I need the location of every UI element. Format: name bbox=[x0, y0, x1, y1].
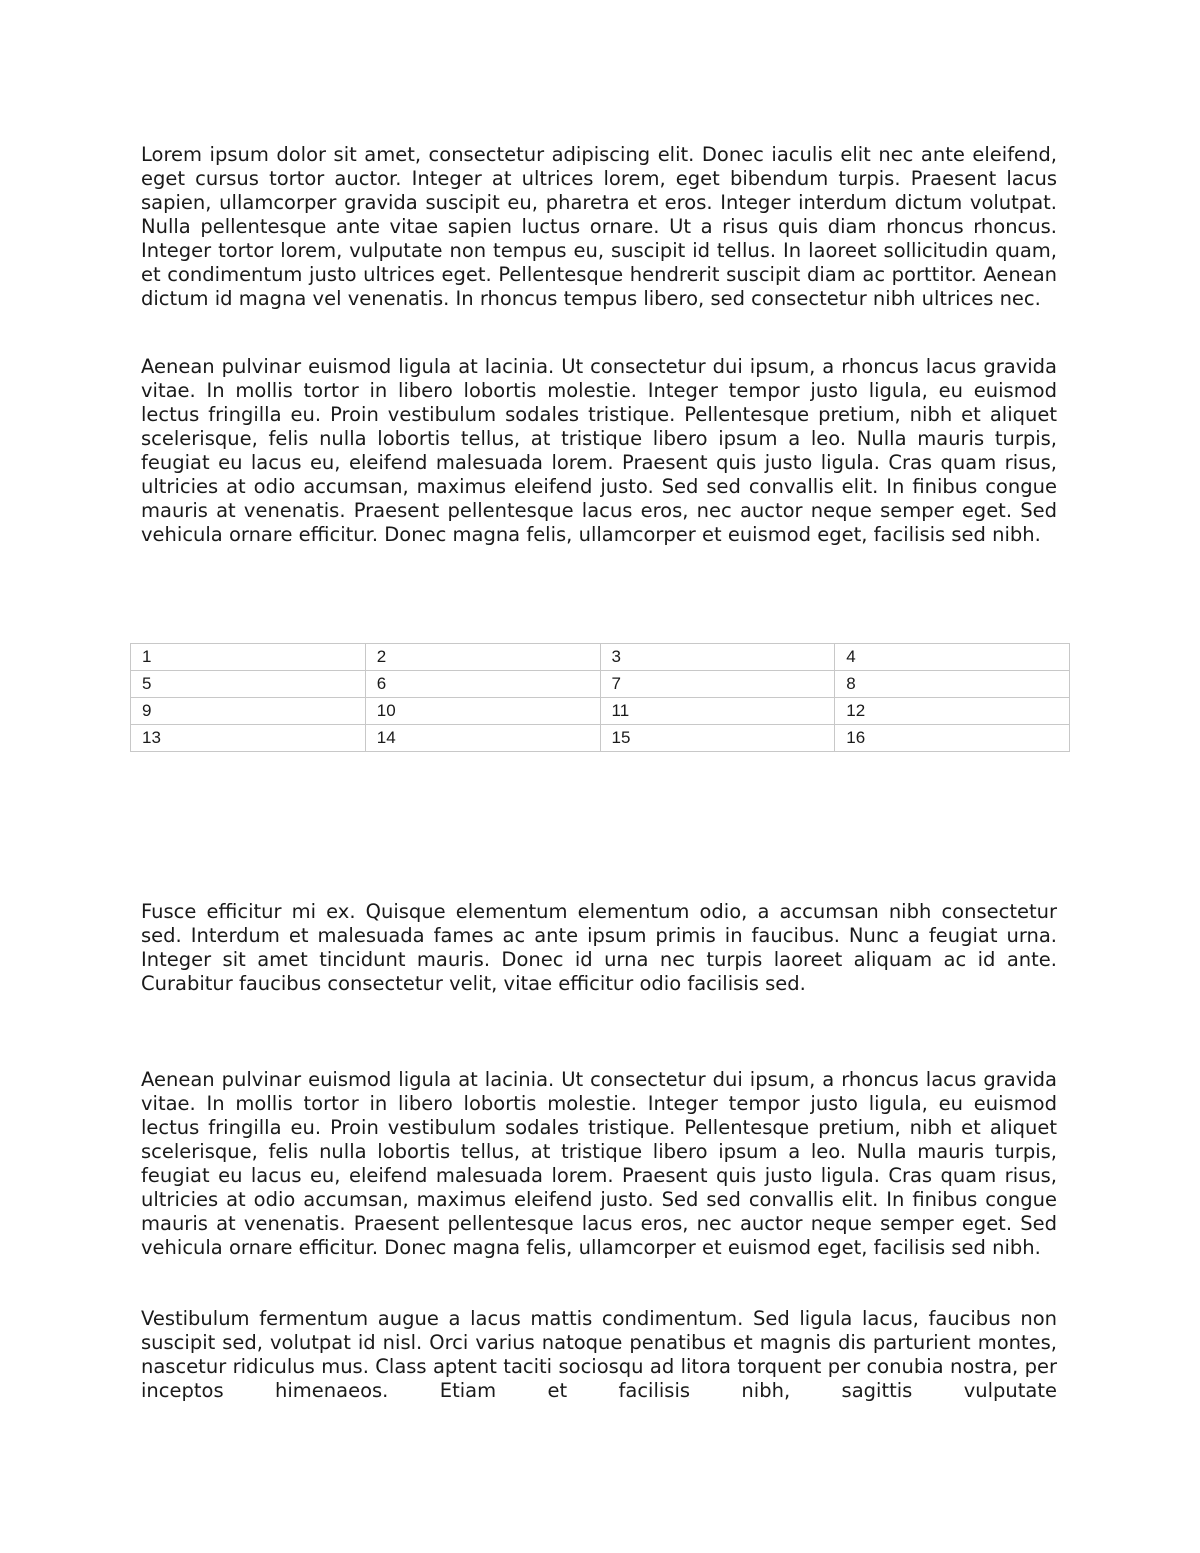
table-cell: 7 bbox=[600, 671, 835, 698]
table-row bbox=[131, 725, 1070, 752]
table-cell: 12 bbox=[835, 698, 1070, 725]
table-cell: 11 bbox=[600, 698, 835, 725]
paragraph-fusce-efficitur: Fusce efficitur mi ex. Quisque elementum elementum odio, a accumsan nibh consectetur sed. Interdum et malesuada fames ac ante ipsum primis in faucibus. Nunc a feugiat urna. Integer sit amet tincidunt mauris. Donec id urna nec turpis laoreet aliquam ac id ante. Curabitur faucibus consectetur velit, vitae efficitur odio facilisis sed. bbox=[141, 900, 1057, 995]
table-cell: 2 bbox=[365, 644, 600, 671]
table-cell: 9 bbox=[131, 698, 366, 725]
paragraph-aenean-pulvinar-repeat: Aenean pulvinar euismod ligula at lacinia. Ut consectetur dui ipsum, a rhoncus lacus gravida vitae. In mollis tortor in libero lobortis molestie. Integer tempor justo ligula, eu euismod lectus fringilla eu. Proin vestibulum sodales tristique. Pellentesque pretium, nibh et aliquet scelerisque, felis nulla lobortis tellus, at tristique libero ipsum a leo. Nulla mauris turpis, feugiat eu lacus eu, eleifend malesuada lorem. Praesent quis justo ligula. Cras quam risus, ultricies at odio accumsan, maximus eleifend justo. Sed sed convallis elit. In finibus congue mauris at venenatis. Praesent pellentesque lacus eros, nec auctor neque semper eget. Sed vehicula ornare efficitur. Donec magna felis, ullamcorper et euismod eget, facilisis sed nibh. bbox=[141, 1068, 1057, 1259]
table-cell: 10 bbox=[365, 698, 600, 725]
paragraph-lorem-ipsum: Lorem ipsum dolor sit amet, consectetur adipiscing elit. Donec iaculis elit nec ante eleifend, eget cursus tortor auctor. Integer at ultrices lorem, eget bibendum turpis. Praesent lacus sapien, ullamcorper gravida suscipit eu, pharetra et eros. Integer interdum dictum volutpat. Nulla pellentesque ante vitae sapien luctus ornare. Ut a risus quis diam rhoncus rhoncus. Integer tortor lorem, vulputate non tempus eu, suscipit id tellus. In laoreet sollicitudin quam, et condimentum justo ultrices eget. Pellentesque hendrerit suscipit diam ac porttitor. Aenean dictum id magna vel venenatis. In rhoncus tempus libero, sed consectetur nibh ultrices nec. bbox=[141, 143, 1057, 310]
table-cell: 8 bbox=[835, 671, 1070, 698]
table-row bbox=[131, 644, 1070, 671]
table-cell: 13 bbox=[131, 725, 366, 752]
table-row bbox=[131, 671, 1070, 698]
paragraph-vestibulum-fermentum: Vestibulum fermentum augue a lacus mattis condimentum. Sed ligula lacus, faucibus non suscipit sed, volutpat id nisl. Orci varius natoque penatibus et magnis dis parturient montes, nascetur ridiculus mus. Class aptent taciti sociosqu ad litora torquent per conubia nostra, per inceptos himenaeos. Etiam et facilisis nibh, sagittis vulputate bbox=[141, 1307, 1057, 1402]
table-cell: 4 bbox=[835, 644, 1070, 671]
table-cell: 1 bbox=[131, 644, 366, 671]
table-cell: 16 bbox=[835, 725, 1070, 752]
number-table bbox=[130, 643, 1070, 752]
table-cell: 14 bbox=[365, 725, 600, 752]
paragraph-aenean-pulvinar: Aenean pulvinar euismod ligula at lacinia. Ut consectetur dui ipsum, a rhoncus lacus gravida vitae. In mollis tortor in libero lobortis molestie. Integer tempor justo ligula, eu euismod lectus fringilla eu. Proin vestibulum sodales tristique. Pellentesque pretium, nibh et aliquet scelerisque, felis nulla lobortis tellus, at tristique libero ipsum a leo. Nulla mauris turpis, feugiat eu lacus eu, eleifend malesuada lorem. Praesent quis justo ligula. Cras quam risus, ultricies at odio accumsan, maximus eleifend justo. Sed sed convallis elit. In finibus congue mauris at venenatis. Praesent pellentesque lacus eros, nec auctor neque semper eget. Sed vehicula ornare efficitur. Donec magna felis, ullamcorper et euismod eget, facilisis sed nibh. bbox=[141, 355, 1057, 546]
table-cell: 3 bbox=[600, 644, 835, 671]
table-row bbox=[131, 698, 1070, 725]
table-cell: 15 bbox=[600, 725, 835, 752]
table-cell: 6 bbox=[365, 671, 600, 698]
table-cell: 5 bbox=[131, 671, 366, 698]
